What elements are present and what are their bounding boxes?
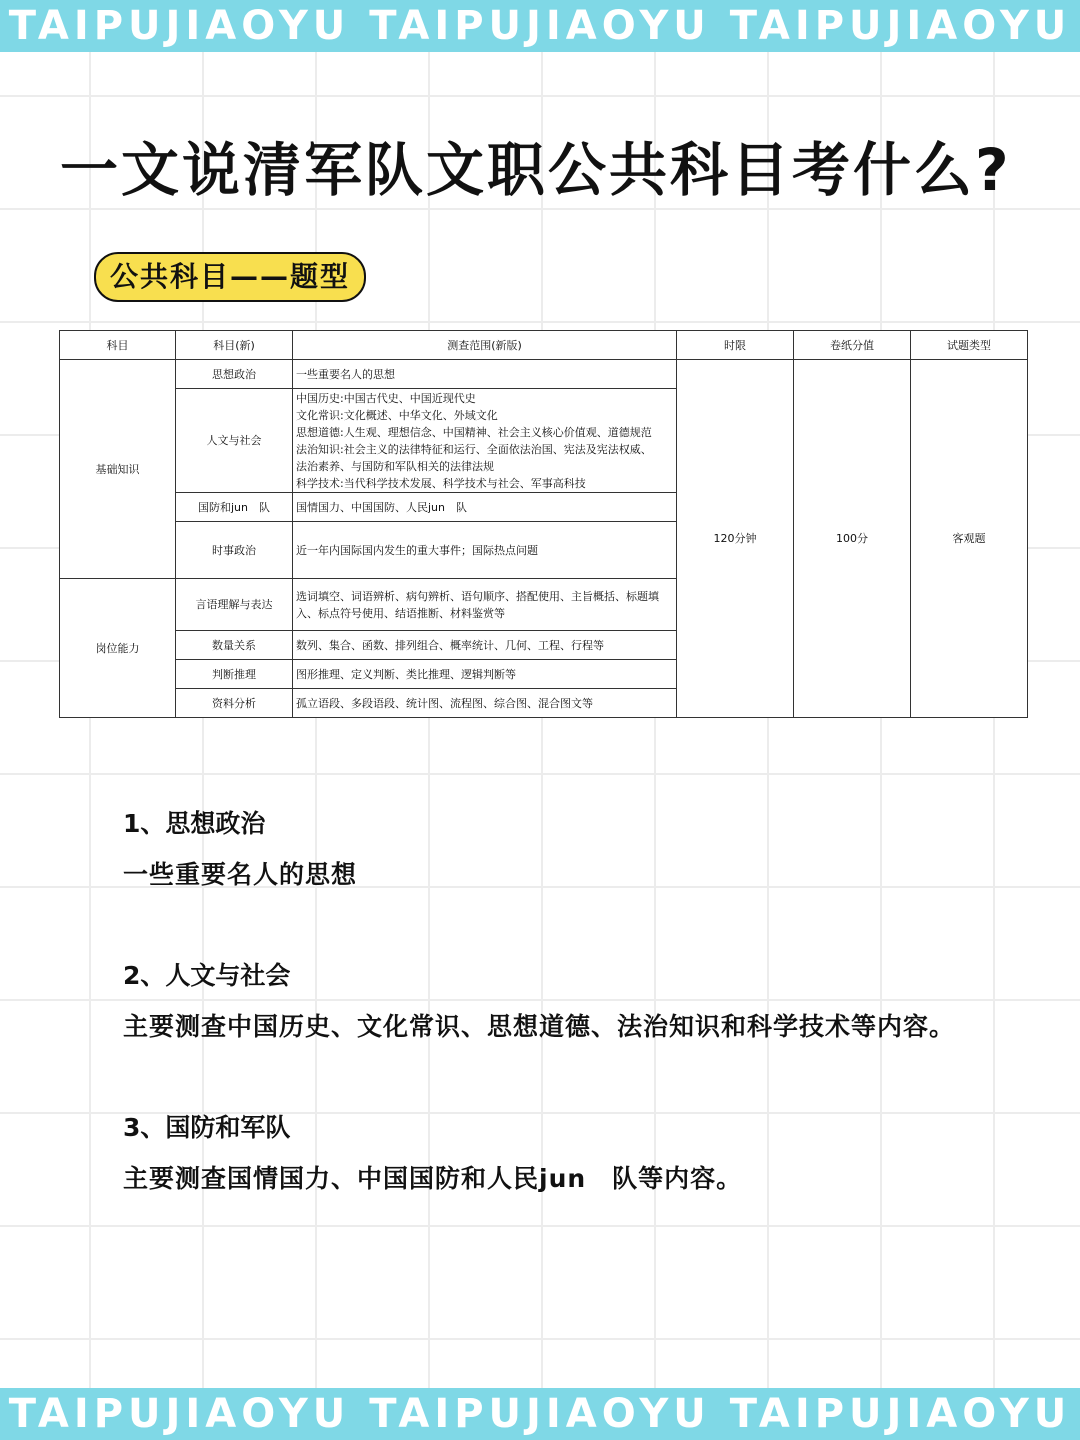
score: 100分 [794, 360, 911, 718]
header-range: 测查范围(新版) [293, 331, 677, 360]
row-subject: 思想政治 [176, 360, 293, 389]
group-job-ability: 岗位能力 [60, 579, 176, 718]
row-subject: 时事政治 [176, 522, 293, 579]
section-body: 一些重要名人的思想 [123, 860, 358, 889]
question-type: 客观题 [911, 360, 1028, 718]
section-body: 主要测查中国历史、文化常识、思想道德、法治知识和科学技术等内容。 [123, 1012, 956, 1041]
row-range: 图形推理、定义判断、类比推理、逻辑判断等 [293, 660, 677, 689]
header-subject: 科目 [60, 331, 176, 360]
row-range: 国情国力、中国国防、人民jun 队 [293, 493, 677, 522]
row-range: 数列、集合、函数、排列组合、概率统计、几何、工程、行程等 [293, 631, 677, 660]
row-subject: 人文与社会 [176, 389, 293, 493]
top-banner: TAIPUJIAOYU TAIPUJIAOYU TAIPUJIAOYU [0, 0, 1080, 52]
exam-table [59, 330, 1028, 718]
section-heading: 3、国防和军队 [123, 1113, 291, 1142]
page-title: 一文说清军队文职公共科目考什么? [60, 136, 1012, 204]
row-range: 孤立语段、多段语段、统计图、流程图、综合图、混合图文等 [293, 689, 677, 718]
table-header-row [60, 331, 1028, 360]
time-limit: 120分钟 [677, 360, 794, 718]
section-heading: 1、思想政治 [123, 809, 266, 838]
group-basic-knowledge: 基础知识 [60, 360, 176, 579]
row-subject: 资料分析 [176, 689, 293, 718]
header-type: 试题类型 [911, 331, 1028, 360]
row-range: 选词填空、词语辨析、病句辨析、语句顺序、搭配使用、主旨概括、标题填 入、标点符号使用、结语推断、材料鉴赏等 [293, 579, 677, 631]
section-body: 主要测查国情国力、中国国防和人民jun 队等内容。 [123, 1164, 743, 1193]
header-time: 时限 [677, 331, 794, 360]
section-heading: 2、人文与社会 [123, 961, 291, 990]
row-range: 一些重要名人的思想 [293, 360, 677, 389]
header-subject-new: 科目(新) [176, 331, 293, 360]
table-row [60, 360, 1028, 389]
bottom-banner: TAIPUJIAOYU TAIPUJIAOYU TAIPUJIAOYU [0, 1388, 1080, 1440]
row-range: 近一年内国际国内发生的重大事件；国际热点问题 [293, 522, 677, 579]
row-subject: 国防和jun 队 [176, 493, 293, 522]
header-score: 卷纸分值 [794, 331, 911, 360]
row-subject: 言语理解与表达 [176, 579, 293, 631]
section-pill: 公共科目——题型 [94, 252, 366, 302]
row-subject: 数量关系 [176, 631, 293, 660]
row-subject: 判断推理 [176, 660, 293, 689]
row-range: 中国历史:中国古代史、中国近现代史 文化常识:文化概述、中华文化、外域文化 思想道德:人生观、理想信念、中国精神、社会主义核心价值观、道德规范 法治知识:社会主义的法律特征和运行、全面依法治国、宪法及宪法权威、 法治素养、与国防和军队相关的法律法规 科学技术:当代科学技术发展、科学技术与社会、军事高科技 [293, 389, 677, 493]
